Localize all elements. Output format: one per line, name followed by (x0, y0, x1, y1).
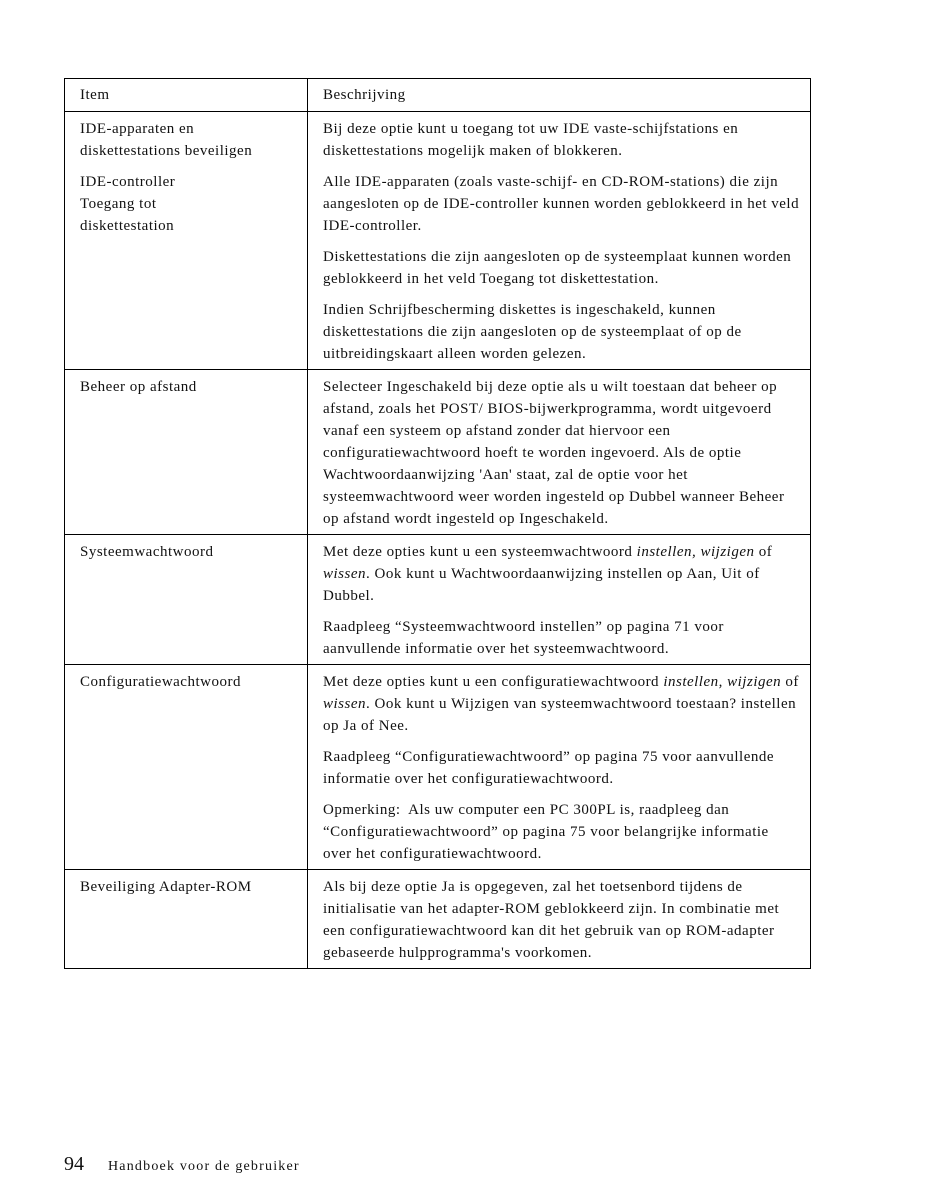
description-paragraph: Alle IDE-apparaten (zoals vaste-schijf- en CD-ROM-stations) die zijn aangesloten op de IDE-controller kunnen worden geblokkeerd in het veld IDE-controller. (323, 174, 800, 234)
description-cell (308, 112, 811, 370)
italic-text: wissen (323, 696, 367, 712)
text-run: . Ook kunt u Wachtwoordaanwijzing instellen op Aan, Uit of Dubbel. (323, 566, 760, 604)
table-row (65, 370, 811, 535)
description-paragraph: Raadpleeg “Configuratiewachtwoord” op pagina 75 voor aanvullende informatie over het configuratiewachtwoord. (323, 749, 775, 787)
document-title: Handboek voor de gebruiker (108, 1159, 300, 1174)
description-paragraph: Indien Schrijfbescherming diskettes is ingeschakeld, kunnen diskettestations die zijn aangesloten op de systeemplaat of op de uitbreidingskaart alleen worden gelezen. (323, 302, 742, 362)
italic-text: instellen, wijzigen (663, 674, 782, 690)
text-run: Met deze opties kunt u een configuratiewachtwoord (323, 674, 664, 690)
item-cell: Configuratiewachtwoord (65, 665, 308, 870)
text-run: of (754, 544, 773, 560)
note-paragraph: Opmerking: Als uw computer een PC 300PL is, raadpleeg dan “Configuratiewachtwoord” op pagina 75 voor belangrijke informatie over het configuratiewachtwoord. (323, 802, 773, 862)
page-footer (64, 1153, 300, 1176)
table-row (65, 870, 811, 969)
description-paragraph: Bij deze optie kunt u toegang tot uw IDE vaste-schijfstations en diskettestations mogelijk maken of blokkeren. (323, 121, 739, 159)
table-row (65, 112, 811, 370)
item-cell: Systeemwachtwoord (65, 535, 308, 665)
header-item: Item (65, 79, 308, 112)
table-header-row (65, 79, 811, 112)
item-cell (65, 112, 308, 370)
page-number: 94 (64, 1153, 84, 1175)
description-cell (308, 535, 811, 665)
description-cell (308, 370, 811, 535)
item-sublabel: IDE-controller Toegang tot diskettestation (80, 174, 176, 234)
description-paragraph (323, 541, 800, 607)
description-paragraph: Selecteer Ingeschakeld bij deze optie als u wilt toestaan dat beheer op afstand, zoals het POST/ BIOS-bijwerkprogramma, wordt uitgevoerd vanaf een systeem op afstand zonder dat hiervoor een configuratiewachtwoord hoeft te worden ingevoerd. Als de optie Wachtwoordaanwijzing 'Aan' staat, zal de optie voor het systeemwachtwoord weer worden ingesteld op Dubbel wanneer Beheer op afstand wordt ingesteld op Ingeschakeld. (323, 379, 785, 527)
description-paragraph (323, 671, 800, 737)
italic-text: wissen (323, 566, 367, 582)
text-run: . Ook kunt u Wijzigen van systeemwachtwoord toestaan? instellen op Ja of Nee. (323, 696, 797, 734)
item-cell: Beveiliging Adapter-ROM (65, 870, 308, 969)
description-paragraph: Als bij deze optie Ja is opgegeven, zal het toetsenbord tijdens de initialisatie van het adapter-ROM geblokkeerd zijn. In combinatie met een configuratiewachtwoord kan dit het gebruik van op ROM-adapter gebaseerde hulpprogramma's voorkomen. (323, 879, 780, 961)
table-row (65, 535, 811, 665)
description-paragraph: Raadpleeg “Systeemwachtwoord instellen” op pagina 71 voor aanvullende informatie over het systeemwachtwoord. (323, 619, 724, 657)
description-cell (308, 870, 811, 969)
description-cell (308, 665, 811, 870)
header-description: Beschrijving (308, 79, 811, 112)
text-run: Met deze opties kunt u een systeemwachtwoord (323, 544, 637, 560)
description-paragraph: Diskettestations die zijn aangesloten op de systeemplaat kunnen worden geblokkeerd in het veld Toegang tot diskettestation. (323, 249, 792, 287)
table-row (65, 665, 811, 870)
text-run: of (781, 674, 799, 690)
item-label: IDE-apparaten en diskettestations beveiligen (80, 121, 253, 159)
options-table (64, 78, 811, 969)
item-cell: Beheer op afstand (65, 370, 308, 535)
italic-text: instellen, wijzigen (636, 544, 755, 560)
